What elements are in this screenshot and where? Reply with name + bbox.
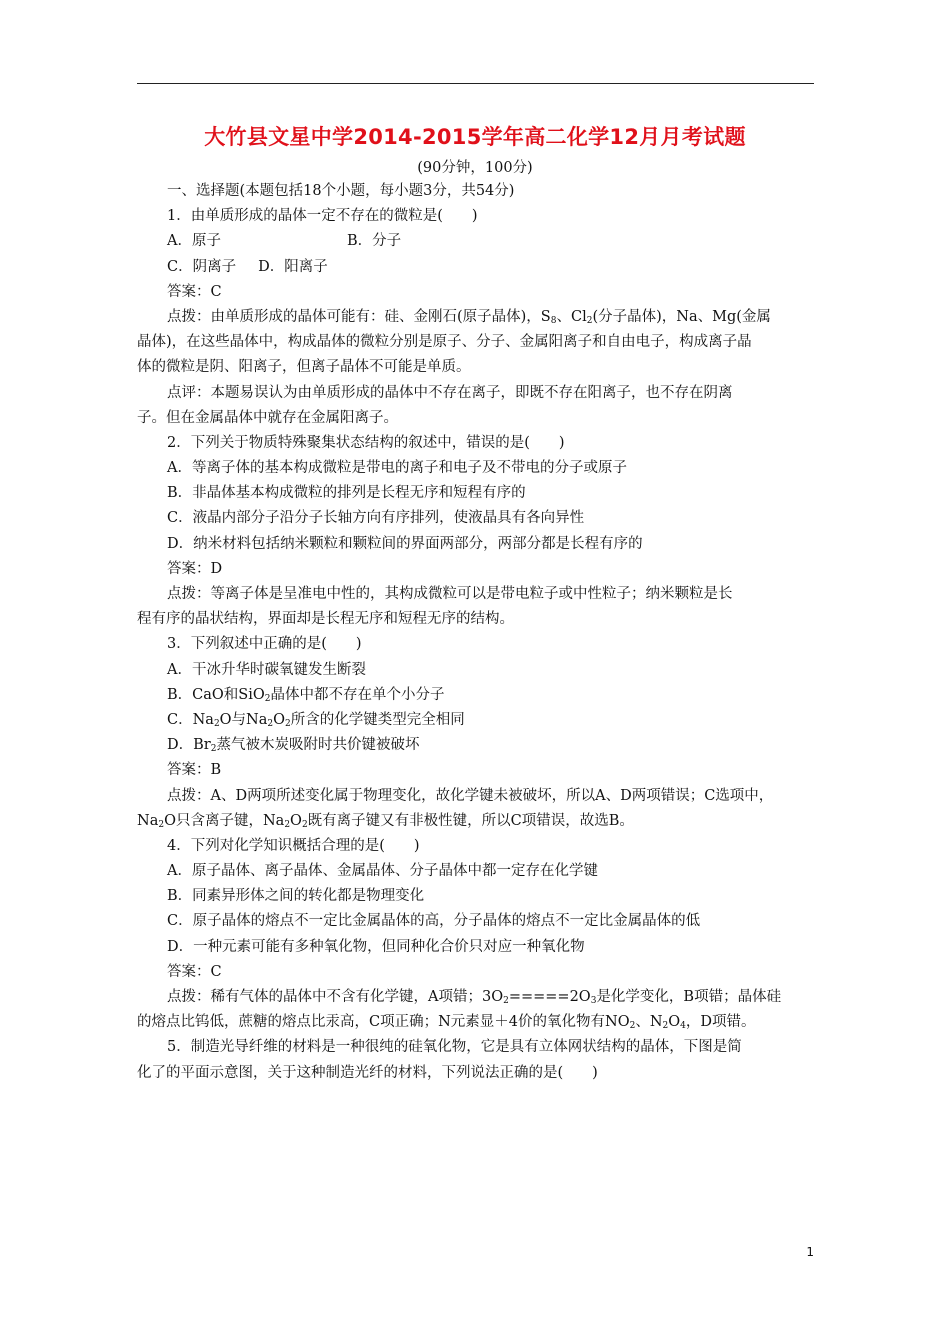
subscript: 2 xyxy=(284,819,291,830)
q1-options-ab xyxy=(137,229,816,254)
page-number: 1 xyxy=(806,1245,814,1259)
subscript: 8 xyxy=(550,315,557,326)
q1-hint-line xyxy=(137,305,816,330)
q4-stem: 4．下列对化学知识概括合理的是( ) xyxy=(167,837,420,854)
q4-hint-text: 、N xyxy=(635,1014,663,1031)
q4-option-d: D．一种元素可能有多种氧化物，但同种化合价只对应一种氧化物 xyxy=(167,938,585,955)
q4-answer: 答案：C xyxy=(167,963,222,980)
q3-option-c xyxy=(137,708,816,733)
q3-option-a: A．干冰升华时碳氧键发生断裂 xyxy=(167,661,366,678)
q2-option-d: D．纳米材料包括纳米颗粒和颗粒间的界面两部分，两部分都是长程有序的 xyxy=(167,535,643,552)
q4-hint-text: ，D项错。 xyxy=(685,1014,756,1031)
q3-option-text: 所含的化学键类型完全相同 xyxy=(290,711,465,728)
q1-options-cd xyxy=(137,255,816,280)
q3-option-text: D．Br xyxy=(167,737,211,754)
q4-hint-line xyxy=(137,985,816,1010)
subscript: 4 xyxy=(680,1021,686,1032)
subscript: 2 xyxy=(586,315,593,326)
q3-hint-text: 既有离子键又有非极性键，所以C项错误，故选B。 xyxy=(307,812,634,829)
subscript: 2 xyxy=(213,718,220,729)
q3-option-text: O xyxy=(273,711,286,728)
subscript: 2 xyxy=(301,819,308,830)
subscript: 2 xyxy=(210,744,217,755)
q2-option-a: A．等离子体的基本构成微粒是带电的离子和电子及不带电的分子或原子 xyxy=(167,460,627,477)
q1-hint-line: 晶体)，在这些晶体中，构成晶体的微粒分别是原子、分子、金属阳离子和自由电子，构成离子晶 xyxy=(137,334,752,351)
q1-option-d: D．阳离子 xyxy=(258,258,328,275)
q3-hint-text: O只含离子键，Na xyxy=(164,812,285,829)
q2-answer: 答案：D xyxy=(167,560,223,577)
q3-option-text: 晶体中都不存在单个小分子 xyxy=(270,686,445,703)
section-heading: 一、选择题(本题包括18个小题，每小题3分，共54分) xyxy=(167,183,515,199)
subscript: 2 xyxy=(662,1021,669,1032)
q4-hint-line xyxy=(137,1010,816,1035)
q3-hint-text: O xyxy=(290,812,302,829)
subscript: 2 xyxy=(264,693,271,704)
q1-answer: 答案：C xyxy=(167,283,222,300)
q3-option-text: B．CaO和SiO xyxy=(167,686,265,703)
subscript: 2 xyxy=(503,996,509,1006)
q4-option-a: A．原子晶体、离子晶体、金属晶体、分子晶体中都一定存在化学键 xyxy=(167,863,598,880)
q2-option-b: B．非晶体基本构成微粒的排列是长程无序和短程有序的 xyxy=(167,485,526,502)
q3-hint-text: Na xyxy=(137,812,159,829)
subscript: 2 xyxy=(285,718,291,729)
q1-comment-line: 点评：本题易误认为由单质形成的晶体中不存在离子，即既不存在阳离子，也不存在阴离 xyxy=(167,384,733,401)
q4-option-c: C．原子晶体的熔点不一定比金属晶体的高，分子晶体的熔点不一定比金属晶体的低 xyxy=(167,913,701,930)
subscript: 2 xyxy=(629,1021,636,1032)
q2-hint-line: 程有序的晶状结构，界面却是长程无序和短程无序的结构。 xyxy=(137,611,514,628)
q3-answer: 答案：B xyxy=(167,762,222,779)
subscript: 2 xyxy=(267,718,274,729)
q1-hint-line: 体的微粒是阴、阳离子，但离子晶体不可能是单质。 xyxy=(137,359,471,376)
q4-option-b: B．同素异形体之间的转化都是物理变化 xyxy=(167,888,425,905)
q2-option-c: C．液晶内部分子沿分子长轴方向有序排列，使液晶具有各向异性 xyxy=(167,510,585,527)
q1-option-a: A．原子 xyxy=(167,233,221,250)
subscript: 2 xyxy=(158,819,165,830)
q1-hint-text: 点拨：由单质形成的晶体可能有：硅、金刚石(原子晶体)，S xyxy=(167,308,551,325)
document-body xyxy=(137,179,816,1086)
q1-option-b: B．分子 xyxy=(346,233,402,250)
q3-hint-line xyxy=(137,809,816,834)
q1-stem: 1．由单质形成的晶体一定不存在的微粒是( ) xyxy=(167,208,478,225)
q1-hint-text: (分子晶体)，Na、Mg(金属 xyxy=(592,308,771,325)
exam-duration-score: (90分钟，100分) xyxy=(417,160,533,176)
q3-stem: 3．下列叙述中正确的是( ) xyxy=(167,636,362,653)
q1-comment-line: 子。但在金属晶体中就存在金属阳离子。 xyxy=(137,409,398,426)
q4-hint-text: =====2O xyxy=(508,989,591,1005)
header-rule xyxy=(137,83,814,84)
q3-option-text: C．Na xyxy=(167,711,214,728)
q3-option-b xyxy=(137,683,816,708)
q3-option-d xyxy=(137,733,816,758)
q3-option-text: 蒸气被木炭吸附时共价键被破坏 xyxy=(216,737,420,754)
q3-option-text: O与Na xyxy=(219,711,268,728)
q2-stem: 2．下列关于物质特殊聚集状态结构的叙述中，错误的是( ) xyxy=(167,434,565,451)
q4-hint-text: O xyxy=(668,1014,681,1031)
q5-stem-line: 5．制造光导纤维的材料是一种很纯的硅氧化物，它是具有立体网状结构的晶体，下图是简 xyxy=(167,1039,742,1056)
q4-hint-text: 的熔点比钨低，蔗糖的熔点比汞高，C项正确；N元素显＋4价的氧化物有NO xyxy=(137,1014,630,1031)
q4-hint-text: 点拨：稀有气体的晶体中不含有化学键，A项错；3O xyxy=(167,989,504,1005)
subscript: 3 xyxy=(590,996,597,1006)
q1-hint-text: 、Cl xyxy=(556,308,587,325)
page-title: 大竹县文星中学2014-2015学年高二化学12月月考试题 xyxy=(204,125,746,149)
q1-option-c: C．阴离子 xyxy=(167,258,237,275)
q4-hint-text: 是化学变化，B项错；晶体硅 xyxy=(596,989,782,1005)
q2-hint-line: 点拨：等离子体是呈准电中性的，其构成微粒可以是带电粒子或中性粒子；纳米颗粒是长 xyxy=(167,586,733,602)
q5-stem-line: 化了的平面示意图，关于这种制造光纤的材料，下列说法正确的是( ) xyxy=(137,1064,598,1081)
q3-hint-line: 点拨：A、D两项所述变化属于物理变化，故化学键未被破坏，所以A、D两项错误；C选项中， xyxy=(167,787,774,804)
